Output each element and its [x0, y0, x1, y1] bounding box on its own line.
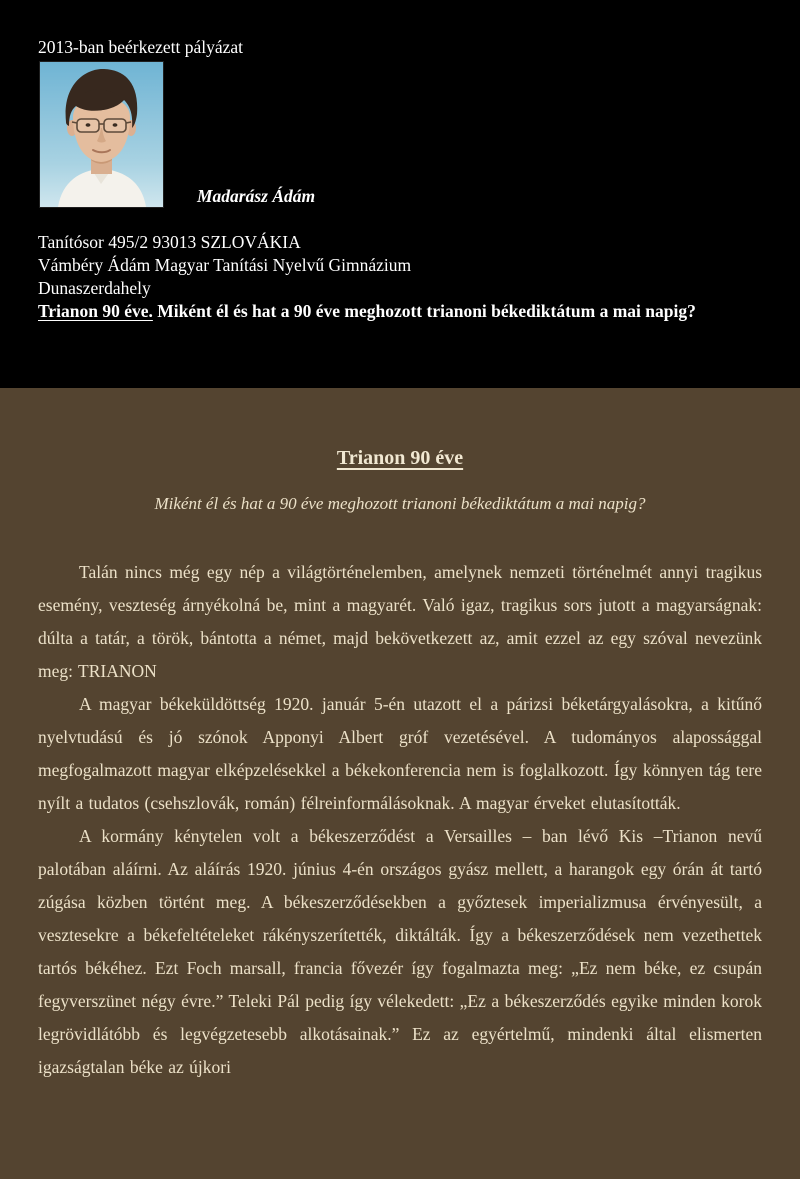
- address-line-city: Dunaszerdahely: [38, 278, 151, 298]
- essay-paragraph-1: Talán nincs még egy nép a világtörténelemben, amelynek nemzeti történelmét annyi tragikus esemény, veszteség árnyékolná be, mint a magyarét. Való igaz, tragikus sors jutott a magyarságnak: dúlta a tatár, a török, bántotta a német, majd bekövetkezett az, amit ezzel az egy szóval nevezünk meg: TRIANON: [38, 562, 762, 681]
- essay-subtitle: Miként él és hat a 90 éve meghozott trianoni békediktátum a mai napig?: [154, 494, 646, 513]
- essay-paragraph-3: A kormány kénytelen volt a békeszerződést a Versailles – ban lévő Kis –Trianon nevű palotában aláírni. Az aláírás 1920. június 4-én országos gyász mellett, a harangok egy órán át tartó zúgása közben történt meg. A békeszerződésekben a győztesek imperializmusa érvényesült, a vesztesekre a békefeltételeket rákényszerítették, diktálták. Így a békeszerződések nem vezethettek tartós békéhez. Ezt Foch marsall, francia fővezér így fogalmazta meg: „Ez nem béke, ez csupán fegyverszünet négy évre.” Teleki Pál pedig így vélekedett: „Ez a békeszerződés egyike minden korok legrövidlátóbb és legvégzetesebb alkotásainak.” Ez az egyértelmű, mindenki által elismerten igazságtalan béke az újkori: [38, 826, 762, 1077]
- address-line-street: Tanítósor 495/2 93013 SZLOVÁKIA: [38, 232, 301, 252]
- author-name: Madarász Ádám: [197, 186, 316, 206]
- address-line-school: Vámbéry Ádám Magyar Tanítási Nyelvű Gimnázium: [38, 255, 412, 275]
- essay-paragraph-2: A magyar békeküldöttség 1920. január 5-én utazott el a párizsi béketárgyalásokra, a kitűnő nyelvtudású és jó szónok Apponyi Albert gróf vezetésével. A tudományos alapossággal megfogalmazott magyar elképzelésekkel a békekonferencia nem is foglalkozott. Így könnyen tág tere nyílt a tudatos (csehszlovák, román) félreinformálásoknak. A magyar érveket elutasították.: [38, 694, 762, 813]
- portrait-photo-illustration: [40, 62, 163, 207]
- submission-note: 2013-ban beérkezett pályázat: [38, 37, 244, 57]
- entry-title-line: [38, 300, 778, 322]
- essay-body: [38, 556, 762, 1084]
- address-block: [38, 231, 411, 300]
- essay-section: [0, 388, 800, 1179]
- entry-title-question: Miként él és hat a 90 éve meghozott trianoni békediktátum a mai napig?: [152, 301, 696, 321]
- entry-title-underlined: Trianon 90 éve.: [38, 301, 153, 321]
- portrait-photo: [40, 62, 163, 207]
- cover-header: [0, 0, 800, 388]
- essay-title: Trianon 90 éve: [336, 447, 464, 469]
